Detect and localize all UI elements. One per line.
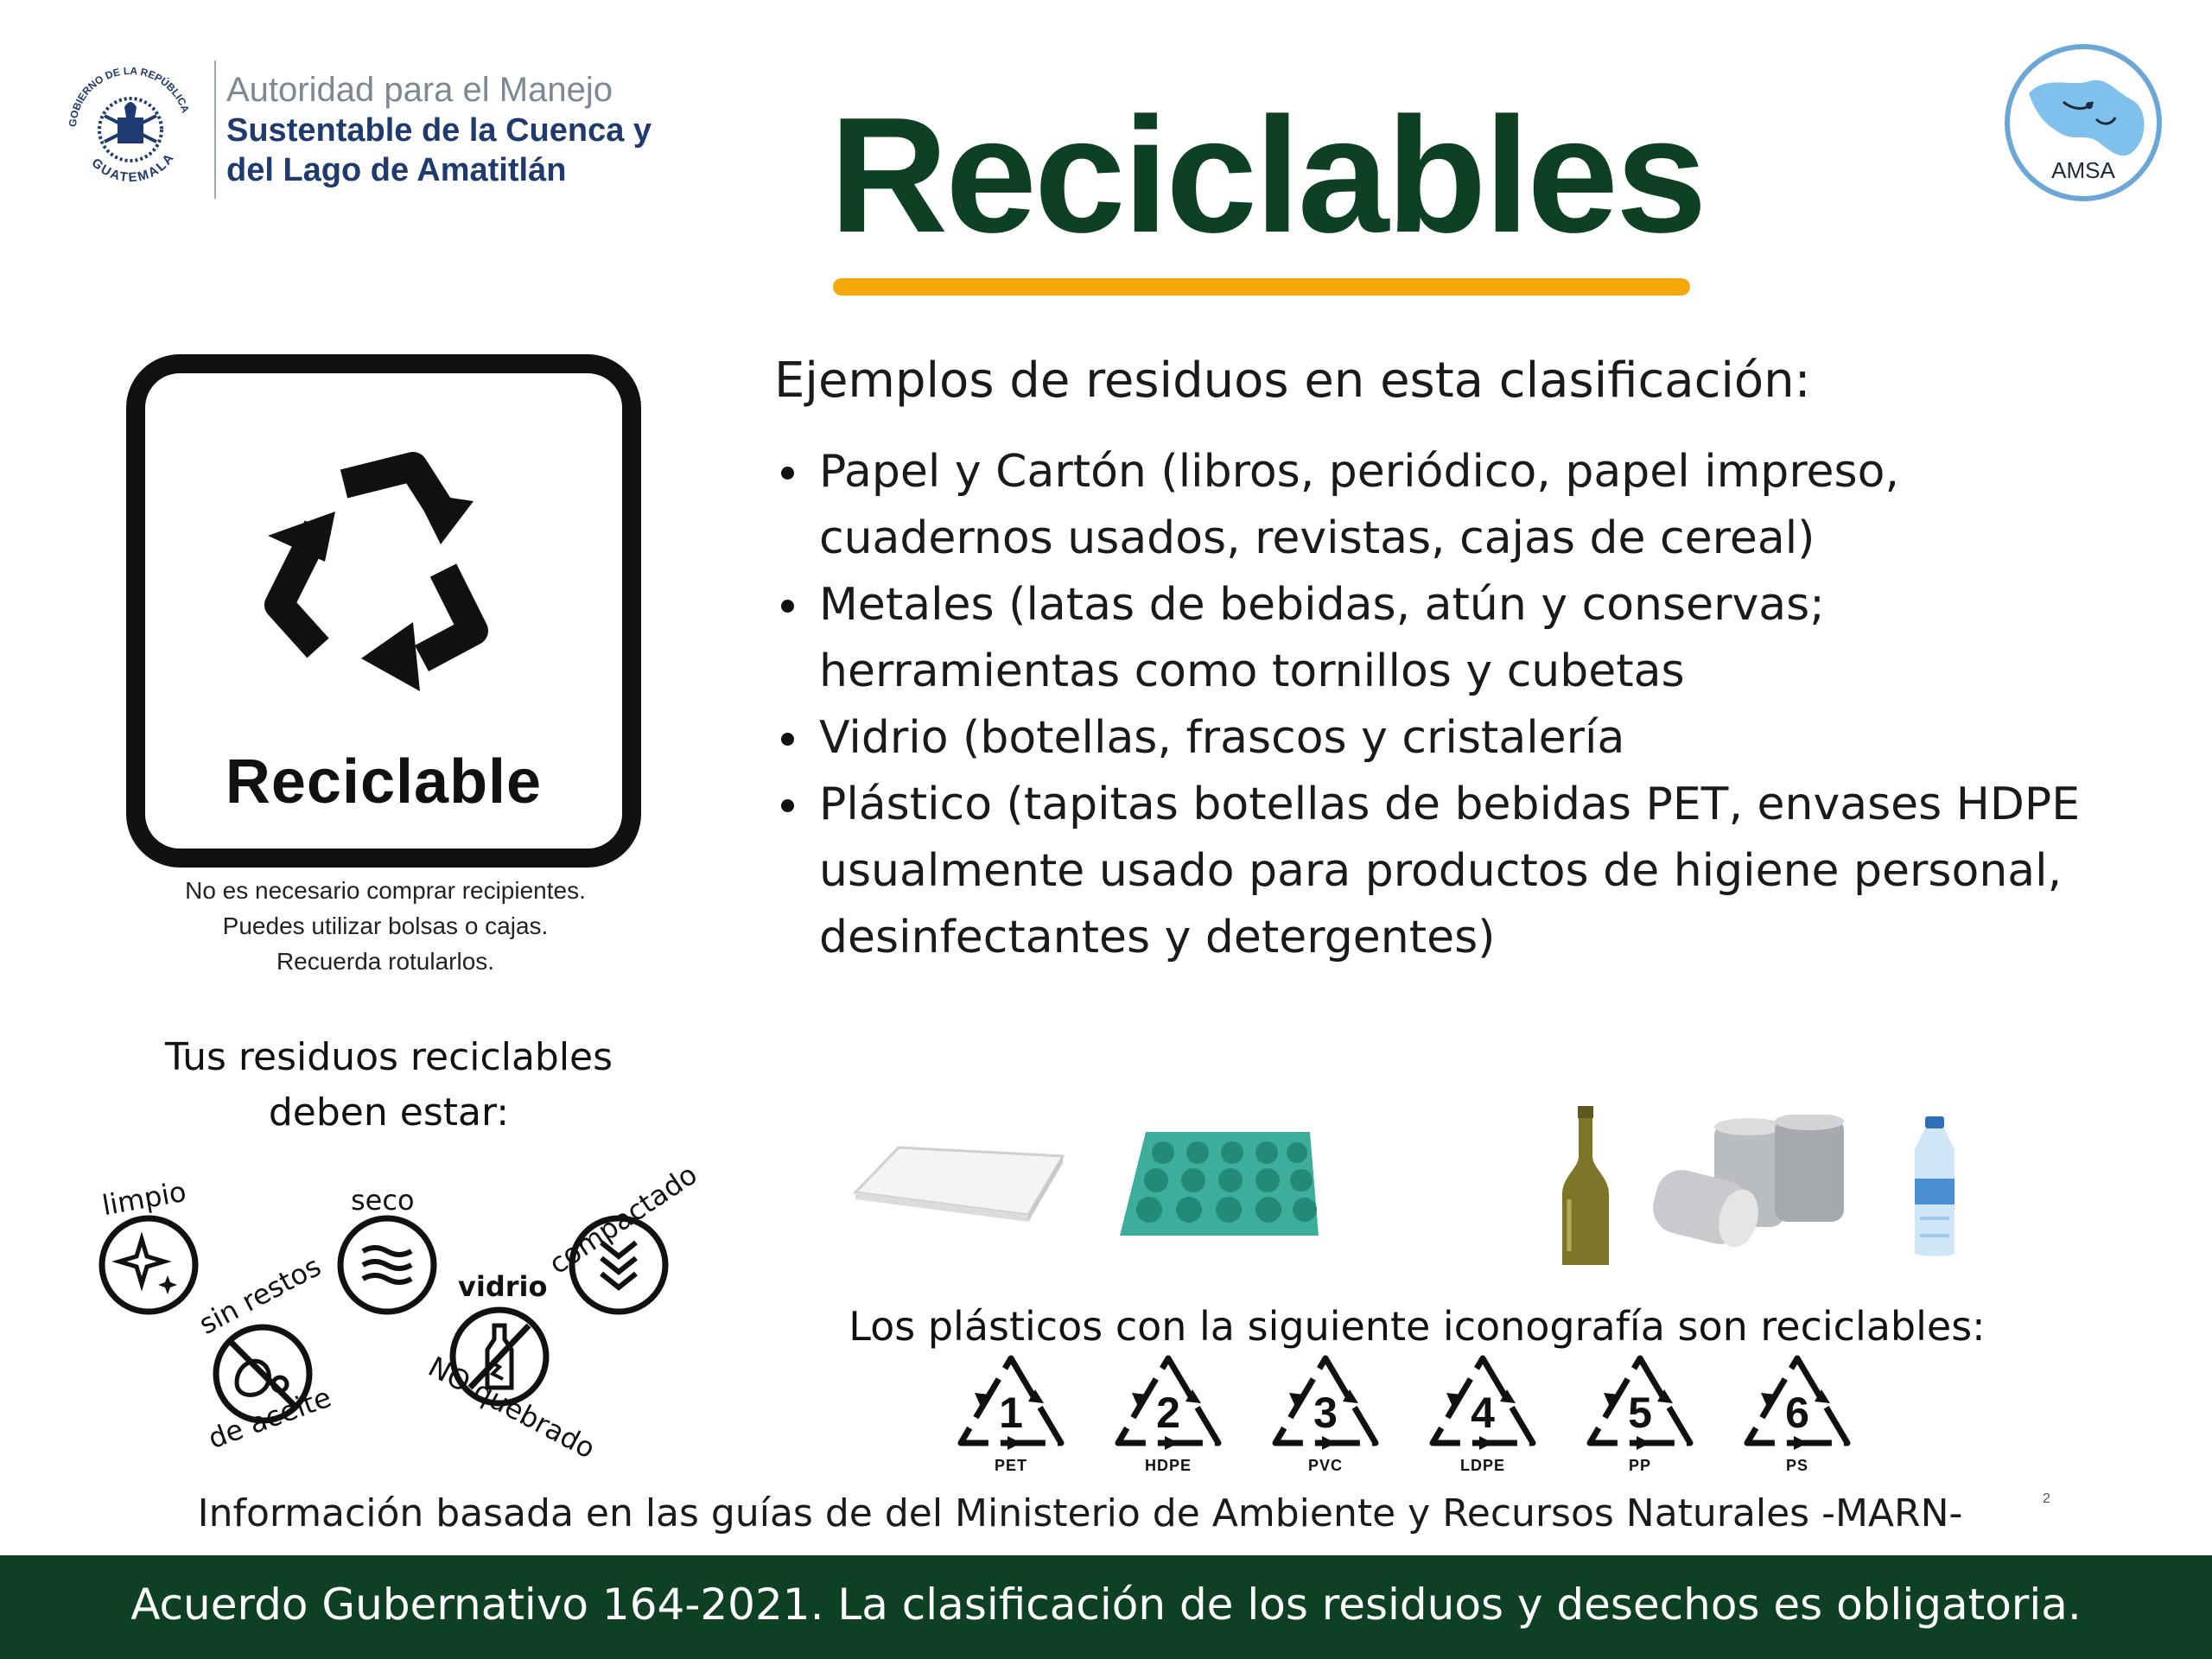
resin-code-pet xyxy=(950,1350,1071,1479)
resin-number: 2 xyxy=(1156,1389,1180,1437)
amsa-label: AMSA xyxy=(2051,157,2115,183)
resin-label: PET xyxy=(994,1457,1027,1474)
svg-text:GOBIERNO DE LA REPÚBLICA: GOBIERNO DE LA REPÚBLICA xyxy=(66,64,192,128)
sign-label: Reciclable xyxy=(225,747,543,817)
recyclable-sign xyxy=(126,354,641,868)
amsa-logo xyxy=(2003,40,2164,206)
example-paper: Papel y Cartón (libros, periódico, papel impreso, cuadernos usados, revistas, cajas de cereal) xyxy=(774,439,2088,572)
title-underline xyxy=(833,278,1690,296)
org-name-line1: Autoridad para el Manejo xyxy=(226,71,613,109)
org-name-line3: del Lago de Amatitlán xyxy=(226,152,567,188)
resin-number: 1 xyxy=(999,1389,1023,1437)
page-title: Reciclables xyxy=(830,84,1705,267)
resin-number: 5 xyxy=(1628,1389,1652,1437)
sparkle-icon xyxy=(97,1213,200,1317)
header-divider xyxy=(214,60,216,199)
resin-code-pp xyxy=(1580,1350,1700,1479)
footer-agreement: Acuerdo Gubernativo 164-2021. La clasificación de los residuos y desechos es obligatoria. xyxy=(130,1580,2082,1630)
badge-label-dry: seco xyxy=(351,1184,415,1217)
recycle-icon xyxy=(214,432,551,717)
resin-label: LDPE xyxy=(1459,1457,1505,1474)
example-metals: Metales (latas de bebidas, atún y conservas; herramientas como tornillos y cubetas xyxy=(774,572,2088,705)
container-note: No es necesario comprar recipientes. Puedes utilizar bolsas o cajas. Recuerda rotularlos. xyxy=(185,877,586,975)
examples-heading: Ejemplos de residuos en esta clasificación: xyxy=(774,353,1811,409)
plastics-caption: Los plásticos con la siguiente iconografía son reciclables: xyxy=(849,1303,1986,1350)
example-glass: Vidrio (botellas, frascos y cristalería xyxy=(774,705,2088,772)
svg-text:GUATEMALA: GUATEMALA xyxy=(88,149,178,186)
badge-label-compacted: compactado xyxy=(543,1157,703,1281)
egg-tray-photo xyxy=(1103,1123,1327,1253)
compress-icon xyxy=(567,1213,671,1317)
badge-label-clean: limpio xyxy=(99,1174,189,1223)
badge-label-no-oil: sin restos xyxy=(194,1249,327,1341)
resin-number: 6 xyxy=(1785,1389,1809,1437)
resin-code-pvc xyxy=(1265,1350,1386,1479)
badge-label-glass: vidrio xyxy=(458,1270,548,1303)
resin-code-hdpe xyxy=(1108,1350,1229,1479)
paper-stack-photo xyxy=(847,1132,1071,1227)
example-plastic: Plástico (tapitas botellas de bebidas PET, envases HDPE usualmente usado para productos de higiene personal, desinfectantes y detergentes) xyxy=(774,772,2088,971)
resin-label: HDPE xyxy=(1144,1457,1192,1474)
page-number: 2 xyxy=(2043,1491,2050,1506)
badge-label-no-oil-2: de aceite xyxy=(203,1380,336,1456)
resin-label: PP xyxy=(1628,1457,1651,1474)
resin-label: PVC xyxy=(1307,1457,1343,1474)
resin-number: 4 xyxy=(1471,1389,1495,1437)
resin-code-ldpe xyxy=(1422,1350,1543,1479)
waves-icon xyxy=(335,1213,439,1317)
examples-list xyxy=(774,439,2088,971)
aluminum-cans-photo xyxy=(1645,1115,1853,1262)
org-name-line2: Sustentable de la Cuenca y xyxy=(226,112,652,149)
water-bottle-photo xyxy=(1904,1115,1965,1260)
glass-bottle-photo xyxy=(1555,1104,1616,1270)
badge-label-glass-2: NO quebrado xyxy=(423,1350,601,1465)
resin-code-ps xyxy=(1737,1350,1858,1479)
guatemala-seal-logo xyxy=(57,55,204,202)
state-heading: Tus residuos reciclables deben estar: xyxy=(164,1035,613,1135)
source-note: Información basada en las guías de del Ministerio de Ambiente y Recursos Naturales -MARN- xyxy=(197,1491,1963,1535)
resin-number: 3 xyxy=(1313,1389,1338,1437)
resin-label: PS xyxy=(1785,1457,1808,1474)
